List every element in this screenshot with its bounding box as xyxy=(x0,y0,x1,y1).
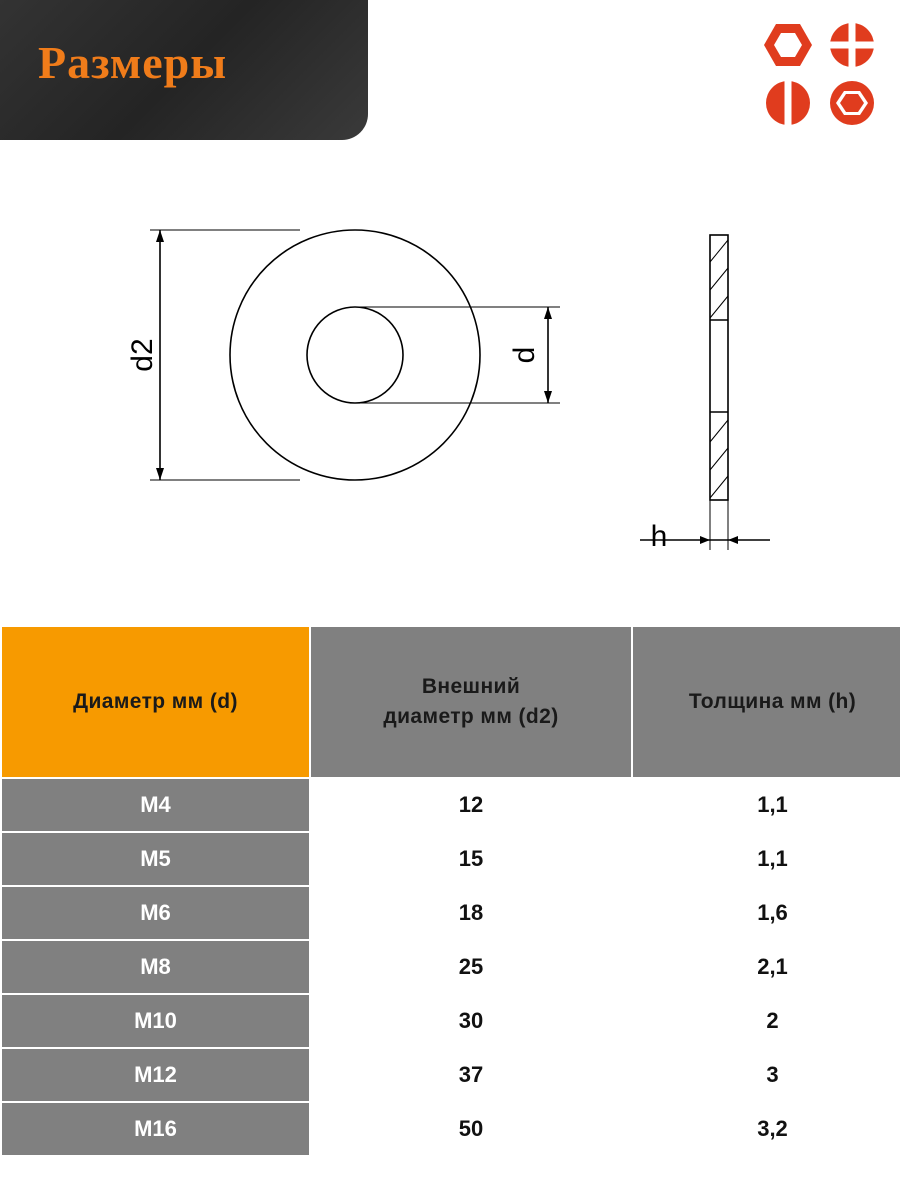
table-row xyxy=(1,940,900,994)
table-row xyxy=(1,1102,900,1156)
table-row xyxy=(1,994,900,1048)
washer-outer-circle xyxy=(230,230,480,480)
slotted-screw-icon xyxy=(766,80,810,126)
washer-inner-circle xyxy=(307,307,403,403)
cell-diameter: M4 xyxy=(1,778,310,832)
cell-outer-diameter: 30 xyxy=(310,994,632,1048)
cell-outer-diameter: 37 xyxy=(310,1048,632,1102)
header-outer-diameter-line1: Внешний xyxy=(421,674,521,698)
table-body xyxy=(1,778,900,1156)
hex-nut-icon xyxy=(764,24,812,66)
page-header xyxy=(0,0,900,150)
cell-thickness: 3,2 xyxy=(632,1102,900,1156)
cell-thickness: 3 xyxy=(632,1048,900,1102)
washer-technical-drawing xyxy=(0,150,900,620)
section-hatching xyxy=(710,240,728,498)
cell-thickness: 1,1 xyxy=(632,832,900,886)
cell-diameter: M8 xyxy=(1,940,310,994)
table-row xyxy=(1,886,900,940)
cell-outer-diameter: 18 xyxy=(310,886,632,940)
cell-thickness: 1,6 xyxy=(632,886,900,940)
cell-thickness: 2 xyxy=(632,994,900,1048)
table-row xyxy=(1,1048,900,1102)
cell-thickness: 2,1 xyxy=(632,940,900,994)
label-h: h xyxy=(650,520,668,553)
spec-table-container xyxy=(0,625,900,1157)
cell-outer-diameter: 15 xyxy=(310,832,632,886)
washer-spec-table xyxy=(0,625,900,1157)
header-outer-diameter xyxy=(310,626,632,778)
cell-thickness: 1,1 xyxy=(632,778,900,832)
table-header-row xyxy=(1,626,900,778)
screw-head-icon xyxy=(829,22,875,68)
header-diameter: Диаметр мм (d) xyxy=(1,626,310,778)
cell-outer-diameter: 25 xyxy=(310,940,632,994)
cell-outer-diameter: 50 xyxy=(310,1102,632,1156)
cell-outer-diameter: 12 xyxy=(310,778,632,832)
page-title: Размеры xyxy=(38,37,228,88)
table-row xyxy=(1,778,900,832)
header-thickness: Толщина мм (h) xyxy=(632,626,900,778)
hex-bolt-icon xyxy=(830,81,874,125)
cell-diameter: M16 xyxy=(1,1102,310,1156)
washer-side-section xyxy=(710,235,728,500)
brand-logo xyxy=(764,22,876,126)
label-d2: d2 xyxy=(126,338,159,372)
table-row xyxy=(1,832,900,886)
cell-diameter: M12 xyxy=(1,1048,310,1102)
header-outer-diameter-line2: диаметр мм (d2) xyxy=(383,705,559,728)
cell-diameter: M5 xyxy=(1,832,310,886)
table-header xyxy=(1,626,900,778)
cell-diameter: M6 xyxy=(1,886,310,940)
cell-diameter: M10 xyxy=(1,994,310,1048)
label-d: d xyxy=(508,346,541,364)
